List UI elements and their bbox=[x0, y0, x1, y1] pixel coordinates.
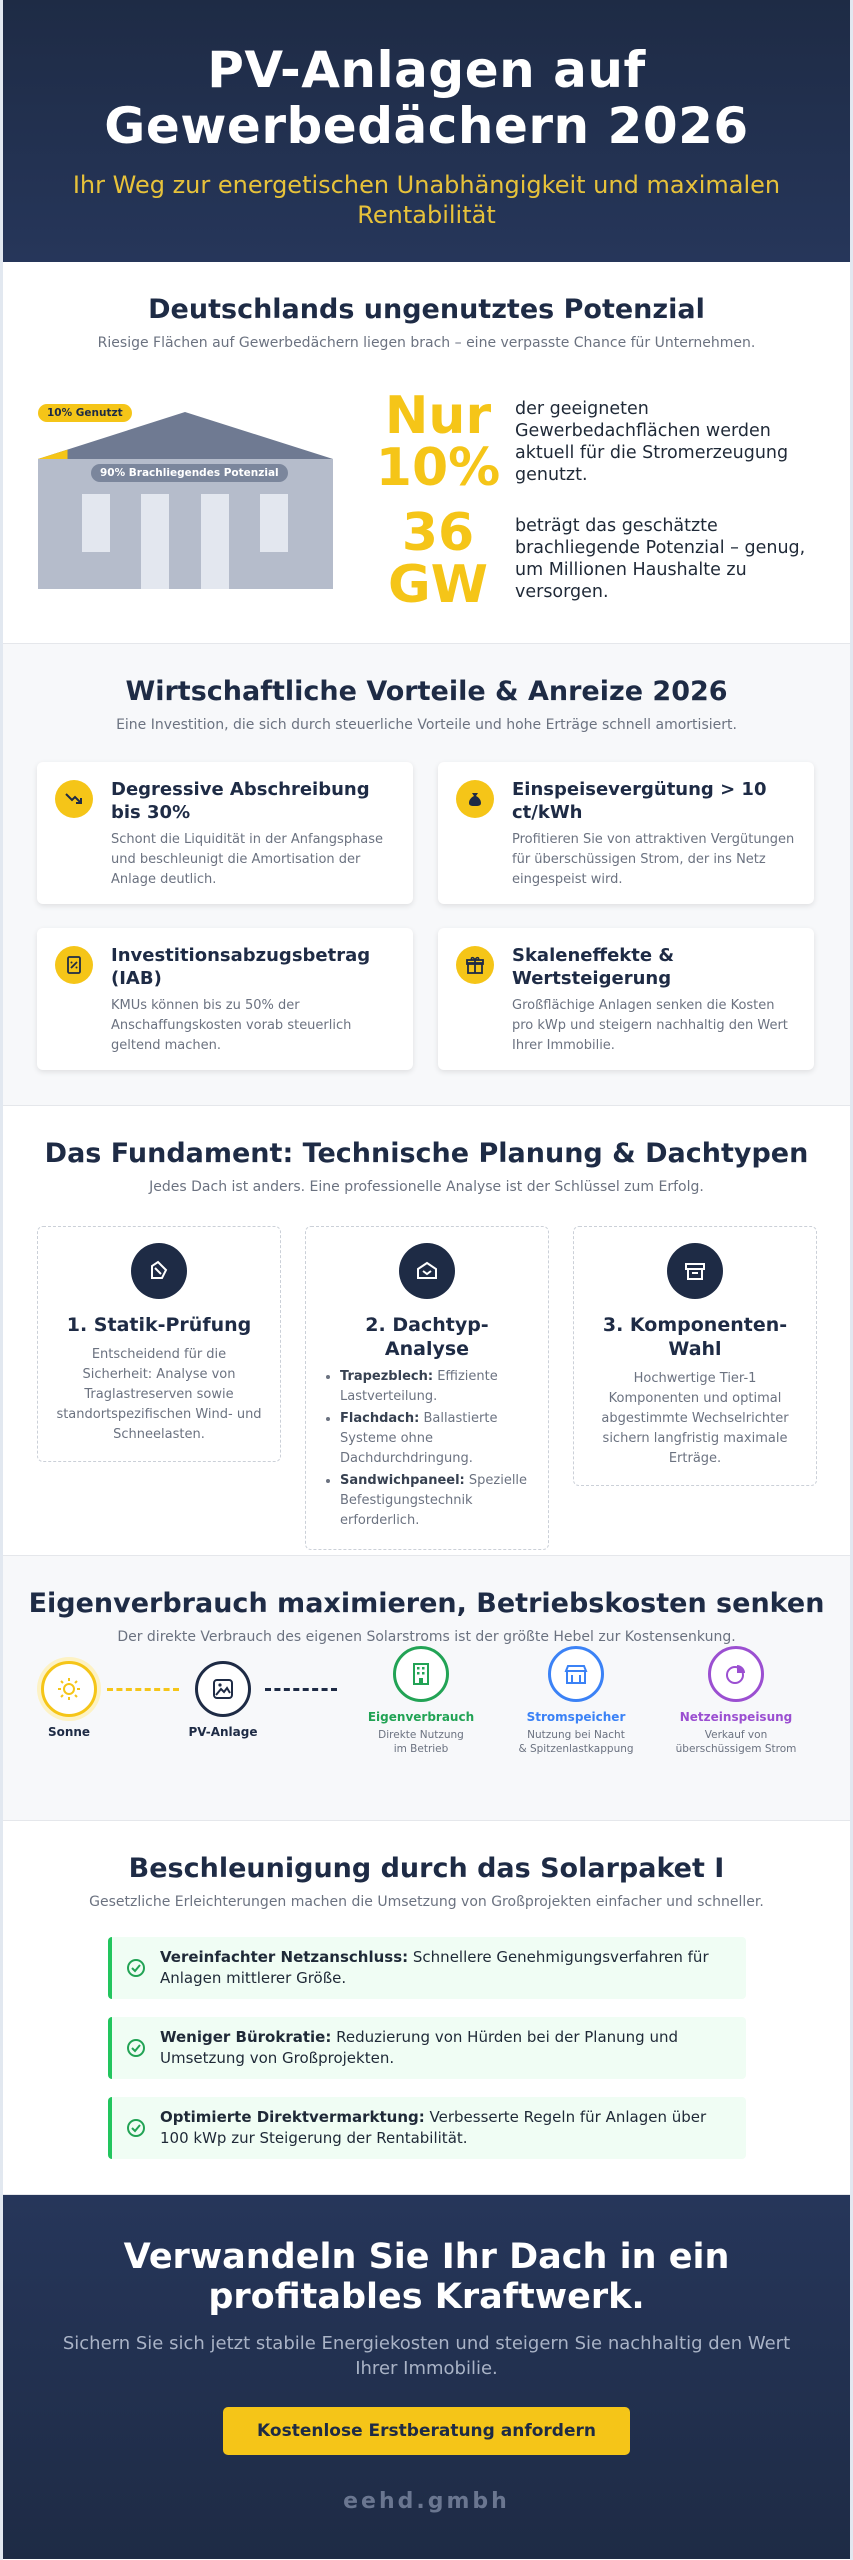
benefits-title: Wirtschaftliche Vorteile & Anreize 2026 bbox=[125, 676, 728, 707]
roof-type-list bbox=[324, 1367, 530, 1531]
hero-header bbox=[3, 0, 850, 262]
sun-icon bbox=[41, 1661, 97, 1717]
foundation-card-title: 1. Statik-Prüfung bbox=[66, 1314, 252, 1336]
hero-subtitle: Ihr Weg zur energetischen Unabhängigkeit und maximalen Rentabilität bbox=[72, 171, 781, 229]
roof-type-label: Sandwichpaneel: bbox=[340, 1473, 465, 1488]
list-item bbox=[340, 1471, 530, 1531]
stat-usage-value bbox=[373, 386, 503, 498]
foundation-card-komponenten bbox=[573, 1226, 817, 1486]
flow-node-label: Netzeinspeisung bbox=[679, 1710, 793, 1724]
building-icon bbox=[38, 404, 333, 589]
potential-section bbox=[3, 262, 850, 644]
stat-usage-line2: 10% bbox=[375, 438, 501, 498]
solarpaket-subtitle: Gesetzliche Erleichterungen machen die Umsetzung von Großprojekten einfacher und schneller. bbox=[89, 1894, 764, 1910]
cta-title-line1: Verwandeln Sie Ihr Dach in ein bbox=[123, 2237, 730, 2277]
cta-title bbox=[3, 2237, 850, 2317]
flow-node-eigenverbrauch bbox=[351, 1646, 491, 1756]
solarpaket-item-text: Schnellere Genehmigungsverfahren für Anlagen mittlerer Größe. bbox=[160, 1948, 709, 1987]
flow-node-sun bbox=[0, 1661, 139, 1739]
stat-usage-text: der geeigneten Gewerbedachflächen werden aktuell für die Stromerzeugung genutzt. bbox=[515, 399, 789, 485]
cta-subtitle: Sichern Sie sich jetzt stabile Energiekosten und steigern Sie nachhaltig den Wert Ihrer Immobilie. bbox=[62, 2333, 791, 2379]
selfuse-subtitle: Der direkte Verbrauch des eigenen Solarstroms ist der größte Hebel zur Kostensenkung. bbox=[117, 1629, 736, 1645]
roof-type-text: Ballastierte Systeme ohne Dachdurchdringung. bbox=[340, 1411, 498, 1466]
foundation-card-statik bbox=[37, 1226, 281, 1462]
flow-node-label: Stromspeicher bbox=[526, 1710, 626, 1724]
cta-section bbox=[3, 2195, 850, 2559]
roof-type-text: Spezielle Befestigungstechnik erforderlich. bbox=[340, 1473, 528, 1528]
roof-type-label: Trapezblech: bbox=[340, 1369, 434, 1384]
benefit-card-iab bbox=[37, 928, 413, 1070]
benefit-title: Degressive Abschreibung bis 30% bbox=[111, 779, 370, 823]
hero-title-line2: Gewerbedächern 2026 bbox=[104, 97, 749, 155]
money-bag-icon bbox=[456, 780, 494, 818]
benefit-text: KMUs können bis zu 50% der Anschaffungskosten vorab steuerlich geltend machen. bbox=[111, 998, 352, 1053]
solarpaket-item-label: Vereinfachter Netzanschluss: bbox=[160, 1948, 409, 1966]
foundation-card-dachtyp bbox=[305, 1226, 549, 1550]
calculator-icon bbox=[55, 946, 93, 984]
foundation-card-text: Entscheidend für die Sicherheit: Analyse von Traglastreserven sowie standortspezifischen Wind- und Schneelasten. bbox=[56, 1347, 262, 1442]
benefits-subtitle: Eine Investition, die sich durch steuerliche Vorteile und hohe Erträge schnell amortisiert. bbox=[116, 717, 737, 733]
flow-node-label: Sonne bbox=[47, 1725, 91, 1739]
used-pill: 10% Genutzt bbox=[38, 404, 132, 422]
benefit-card-depreciation bbox=[37, 762, 413, 904]
solarpaket-item-text: Reduzierung von Hürden bei der Planung und Umsetzung von Großprojekten. bbox=[160, 2028, 679, 2067]
list-item bbox=[340, 1409, 530, 1469]
selfuse-title: Eigenverbrauch maximieren, Betriebskosten senken bbox=[28, 1588, 825, 1619]
flow-node-netzeinspeisung bbox=[666, 1646, 806, 1756]
cta-title-line2: profitables Kraftwerk. bbox=[208, 2277, 645, 2317]
roof-type-label: Flachdach: bbox=[340, 1411, 420, 1426]
check-circle-icon bbox=[126, 2038, 146, 2058]
benefit-title: Einspeisevergütung > 10 ct/kWh bbox=[512, 779, 767, 823]
foundation-card-text: Hochwertige Tier-1 Komponenten und optimal abgestimmte Wechselrichter sichern langfristig maximale Erträge. bbox=[601, 1371, 789, 1466]
hero-title-line1: PV-Anlagen auf bbox=[207, 41, 646, 99]
benefit-card-scale bbox=[438, 928, 814, 1070]
archive-box-icon bbox=[667, 1243, 723, 1299]
foundation-title: Das Fundament: Technische Planung & Dachtypen bbox=[44, 1138, 809, 1169]
stat-capacity-value bbox=[373, 503, 503, 615]
building-icon bbox=[393, 1646, 449, 1702]
stat-capacity-text: beträgt das geschätzte brachliegende Potenzial – genug, um Millionen Haushalte zu versorgen. bbox=[515, 516, 806, 602]
consultation-button[interactable]: Kostenlose Erstberatung anfordern bbox=[223, 2407, 630, 2455]
brand-logo-text: eehd.gmbh bbox=[343, 2489, 510, 2514]
foundation-subtitle: Jedes Dach ist anders. Eine professionelle Analyse ist der Schlüssel zum Erfolg. bbox=[149, 1179, 704, 1195]
solarpaket-item-netzanschluss bbox=[108, 1937, 746, 1999]
solarpaket-item-text: Verbesserte Regeln für Anlagen über 100 kWp zur Steigerung der Rentabilität. bbox=[160, 2108, 707, 2147]
flow-node-label: PV-Anlage bbox=[188, 1725, 258, 1739]
pie-chart-icon bbox=[708, 1646, 764, 1702]
stat-capacity-line2: GW bbox=[387, 555, 489, 615]
benefit-title: Investitionsabzugsbetrag (IAB) bbox=[111, 945, 371, 989]
hero-title bbox=[3, 42, 850, 154]
window-2 bbox=[141, 494, 169, 589]
solarpaket-item-buerokratie bbox=[108, 2017, 746, 2079]
benefit-text: Schont die Liquidität in der Anfangsphase und beschleunigt die Amortisation der Anlage deutlich. bbox=[111, 832, 384, 887]
check-circle-icon bbox=[126, 1958, 146, 1978]
benefit-title: Skaleneffekte & Wertsteigerung bbox=[512, 945, 675, 989]
trending-down-icon bbox=[55, 780, 93, 818]
stat-capacity bbox=[373, 503, 825, 615]
flow-node-desc: Direkte Nutzung im Betrieb bbox=[378, 1729, 464, 1755]
foundation-card-title: 3. Komponenten-Wahl bbox=[602, 1314, 788, 1360]
storage-icon bbox=[548, 1646, 604, 1702]
ruler-pencil-icon bbox=[131, 1243, 187, 1299]
roof-type-text: Effiziente Lastverteilung. bbox=[340, 1369, 498, 1404]
solarpaket-item-label: Optimierte Direktvermarktung: bbox=[160, 2108, 425, 2126]
window-3 bbox=[201, 494, 229, 589]
solarpaket-title: Beschleunigung durch das Solarpaket I bbox=[128, 1853, 725, 1884]
building-illustration bbox=[38, 404, 333, 589]
benefit-card-feed-in bbox=[438, 762, 814, 904]
solarpaket-item-label: Weniger Bürokratie: bbox=[160, 2028, 332, 2046]
roof-box-icon bbox=[399, 1243, 455, 1299]
gift-icon bbox=[456, 946, 494, 984]
foundation-card-title: 2. Dachtyp-Analyse bbox=[365, 1314, 489, 1360]
solarpaket-item-direktvermarktung bbox=[108, 2097, 746, 2159]
selfuse-section bbox=[3, 1556, 850, 1821]
potential-title: Deutschlands ungenutztes Potenzial bbox=[148, 294, 705, 325]
foundation-section bbox=[3, 1106, 850, 1556]
window-1 bbox=[82, 494, 110, 552]
check-circle-icon bbox=[126, 2118, 146, 2138]
window-4 bbox=[260, 494, 288, 552]
solarpaket-section bbox=[3, 1821, 850, 2195]
unused-pill: 90% Brachliegendes Potenzial bbox=[91, 464, 288, 482]
benefit-text: Profitieren Sie von attraktiven Vergütungen für überschüssigen Strom, der ins Netz eingespeist wird. bbox=[512, 832, 795, 887]
stat-usage bbox=[373, 386, 825, 498]
solar-panel-icon bbox=[195, 1661, 251, 1717]
flow-node-desc: Verkauf von überschüssigem Strom bbox=[675, 1729, 797, 1755]
benefit-text: Großflächige Anlagen senken die Kosten pro kWp und steigern nachhaltig den Wert Ihrer Immobilie. bbox=[512, 998, 788, 1053]
potential-subtitle: Riesige Flächen auf Gewerbedächern liegen brach – eine verpasste Chance für Unternehmen. bbox=[97, 335, 756, 351]
stat-capacity-line1: 36 bbox=[401, 503, 475, 563]
flow-node-speicher bbox=[506, 1646, 646, 1756]
stat-usage-line1: Nur bbox=[384, 386, 492, 446]
flow-node-pv bbox=[153, 1661, 293, 1739]
flow-node-desc: Nutzung bei Nacht & Spitzenlastkappung bbox=[518, 1729, 634, 1755]
benefits-section bbox=[3, 644, 850, 1106]
flow-node-label: Eigenverbrauch bbox=[367, 1710, 475, 1724]
list-item bbox=[340, 1367, 530, 1407]
